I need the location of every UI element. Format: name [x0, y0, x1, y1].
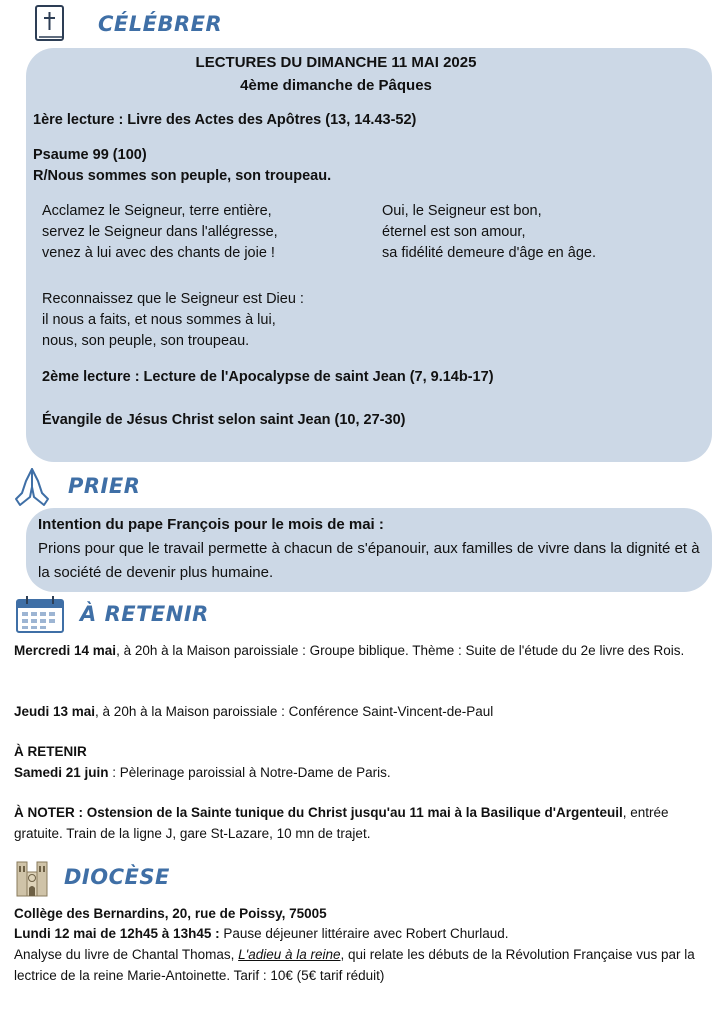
section-title-prier: PRIER	[68, 474, 141, 498]
intention-text: Prions pour que le travail permette à chacun de s'épanouir, aux familles de vivre dans la dignité et à la société de devenir plus humaine.	[38, 540, 700, 581]
item-date: Jeudi 13 mai	[14, 704, 96, 719]
stanza-line: il nous a faits, et nous sommes à lui,	[42, 312, 276, 328]
retenir-item-4	[14, 802, 708, 844]
item-date: Mercredi 14 mai	[14, 643, 117, 658]
retenir-item-1	[14, 640, 708, 661]
diocese-place: Collège des Bernardins, 20, rue de Poissy, 75005	[14, 906, 327, 921]
bible-icon	[28, 4, 72, 44]
stanza-line: éternel est son amour,	[382, 224, 526, 240]
section-title-diocese: DIOCÈSE	[64, 865, 170, 889]
diocese-description	[14, 944, 714, 986]
event-text: Pause déjeuner littéraire avec Robert Churlaud.	[219, 926, 509, 941]
book-title: L'adieu à la reine	[238, 947, 341, 962]
item-text: , à 20h à la Maison paroissiale : Groupe biblique. Thème : Suite de l'étude du 2e livre des Rois.	[116, 643, 685, 658]
retenir-item-2	[14, 701, 493, 722]
intention-title: Intention du pape François pour le mois de mai :	[38, 516, 384, 533]
psaume-title: Psaume 99 (100)	[33, 147, 147, 163]
item-text: , entrée gratuite. Train de la ligne J, gare St-Lazare, 10 mn de trajet.	[14, 805, 669, 841]
lectures-subtitle: 4ème dimanche de Pâques	[240, 77, 432, 94]
item-date: Samedi 21 juin	[14, 765, 109, 780]
cathedral-icon	[14, 856, 50, 898]
item-text: : Pèlerinage paroissial à Notre-Dame de Paris.	[108, 765, 391, 780]
stanza-line: Acclamez le Seigneur, terre entière,	[42, 203, 272, 219]
retenir-header	[14, 594, 209, 634]
stanza-2	[42, 289, 304, 352]
retenir-heading: À RETENIR	[14, 744, 87, 759]
desc-text: Analyse du livre de Chantal Thomas,	[14, 947, 239, 962]
stanza-line: venez à lui avec des chants de joie !	[42, 245, 275, 261]
psaume-refrain: R/Nous sommes son peuple, son troupeau.	[33, 168, 332, 184]
item-text: , à 20h à la Maison paroissiale : Conférence Saint-Vincent-de-Paul	[95, 704, 494, 719]
section-title-retenir: À RETENIR	[80, 602, 209, 626]
stanza-line: Reconnaissez que le Seigneur est Dieu :	[42, 291, 304, 307]
stanza-line: Oui, le Seigneur est bon,	[382, 203, 542, 219]
desc-text: , qui relate les débuts de la Révolution Française vus par la lectrice de la reine Marie-Antoinette. Tarif : 10€ (5€ tarif réduit)	[14, 947, 695, 983]
section-title-celebrer: CÉLÉBRER	[98, 12, 223, 36]
prier-header	[10, 466, 140, 506]
lecture-1: 1ère lecture : Livre des Actes des Apôtres (13, 14.43-52)	[33, 112, 417, 128]
lectures-title: LECTURES DU DIMANCHE 11 MAI 2025	[195, 54, 477, 71]
calendar-icon	[14, 594, 66, 634]
celebrer-header	[28, 4, 222, 44]
lecture-2: 2ème lecture : Lecture de l'Apocalypse de saint Jean (7, 9.14b-17)	[42, 369, 494, 385]
event-date: Lundi 12 mai de 12h45 à 13h45 :	[14, 926, 220, 941]
diocese-header	[14, 856, 170, 898]
item-note: À NOTER : Ostension de la Sainte tunique du Christ jusqu'au 11 mai à la Basilique d'Argenteuil	[14, 805, 623, 820]
stanza-line: servez le Seigneur dans l'allégresse,	[42, 224, 278, 240]
stanza-line: nous, son peuple, son troupeau.	[42, 333, 250, 349]
evangile: Évangile de Jésus Christ selon saint Jean (10, 27-30)	[42, 412, 406, 428]
stanza-3	[382, 201, 596, 264]
retenir-item-3	[14, 762, 391, 783]
diocese-event	[14, 923, 509, 944]
praying-hands-icon	[10, 466, 54, 506]
stanza-line: sa fidélité demeure d'âge en âge.	[382, 245, 596, 261]
stanza-1	[42, 201, 278, 264]
